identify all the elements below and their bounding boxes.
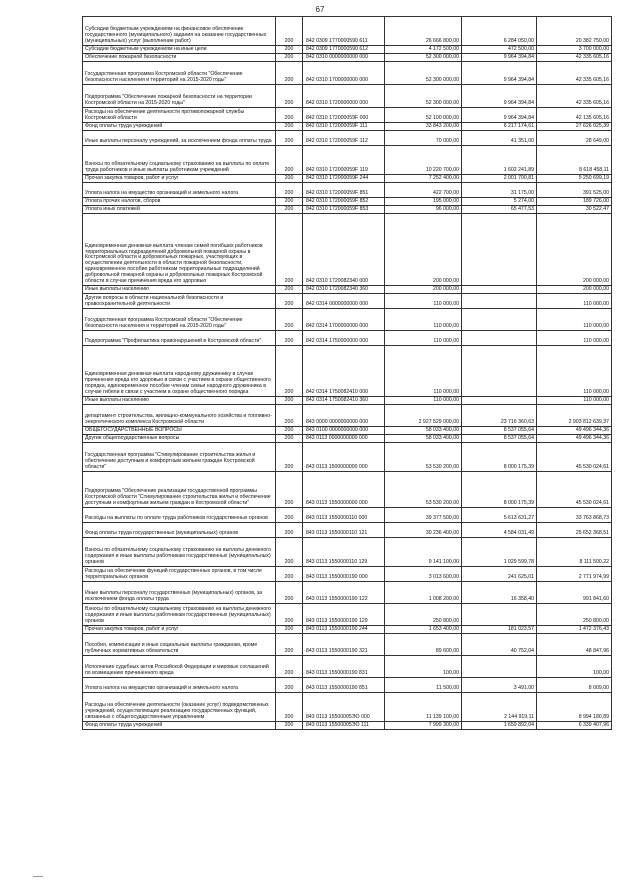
row-remainder-amount: 110 000,00 [537,331,612,346]
row-executed-amount: 8 537 055,64 [462,427,537,435]
row-budget-code: 843 0113 1550000190 851 [303,678,385,693]
row-executed-amount [462,214,537,286]
row-remainder-amount: 391 525,00 [537,183,612,198]
row-grbs-code: 200 [276,693,303,722]
row-plan-amount: 3 013 600,00 [385,567,462,582]
row-plan-amount: 9 141 100,00 [385,538,462,567]
row-executed-amount: 9 964 394,84 [462,62,537,85]
row-executed-amount: 3 491,00 [462,678,537,693]
table-row [83,85,612,108]
row-budget-code: 843 0113 1500000000 000 [303,443,385,472]
row-plan-amount: 52 300 000,00 [385,62,462,85]
row-grbs-code: 200 [276,472,303,508]
row-plan-amount: 26 666 800,00 [385,17,462,46]
row-budget-code: 843 0113 1550000110 129 [303,538,385,567]
row-grbs-code: 200 [276,331,303,346]
row-remainder-amount: 2 903 812 639,37 [537,405,612,427]
row-budget-code: 843 0113 1550000190 831 [303,656,385,678]
row-name: Уплата налога на имущество организаций и земельного налога [83,678,276,693]
row-executed-amount: 1 029 599,78 [462,538,537,567]
row-budget-code: 843 0113 0000000000 000 [303,435,385,443]
row-remainder-amount: 200 000,00 [537,286,612,294]
page-number: 67 [315,5,325,14]
row-executed-amount: 1 659 892,04 [462,722,537,730]
row-executed-amount: 5 274,00 [462,198,537,206]
table-row [83,678,612,693]
row-grbs-code: 200 [276,722,303,730]
row-name: Прочая закупка товаров, работ и услуг [83,175,276,183]
row-name: Расходы на обеспечение деятельности противопожарной службы Костромской области [83,108,276,123]
row-plan-amount: 200 000,00 [385,286,462,294]
row-budget-code: 842 0310 172000059F 852 [303,198,385,206]
row-executed-amount: 65 477,53 [462,206,537,214]
row-plan-amount: 52 100 000,00 [385,108,462,123]
table-row [83,123,612,131]
row-executed-amount [462,331,537,346]
row-budget-code: 842 0314 1750082410 000 [303,346,385,397]
row-name: Иные выплаты населению [83,397,276,405]
row-name: Прочая закупка товаров, работ и услуг [83,626,276,634]
row-plan-amount: 1 008 200,00 [385,582,462,604]
row-budget-code: 843 0000 0000000000 000 [303,405,385,427]
row-grbs-code: 200 [276,206,303,214]
row-executed-amount [462,294,537,309]
row-executed-amount: 1 602 241,89 [462,146,537,175]
row-remainder-amount: 42 335 605,16 [537,62,612,85]
row-name: Единовременная денежная выплата членам семей погибших работников территориальных подразделений добровольной пожарной охраны в Костромской области и добровольных пожарных, участвующих в осуществлении деятельности в области пожарной безопасности, единовременное пособие работникам территориальных подразделений добровольной пожарной охраны и добровольных пожарных Костромской области в случае причинения вреда его здоровью [83,214,276,286]
row-plan-amount: 100,00 [385,656,462,678]
row-name: Взносы по обязательному социальному страхованию на выплаты по оплате труда работников и иные выплаты работникам учреждений [83,146,276,175]
row-grbs-code: 200 [276,346,303,397]
footer-rule [33,876,43,877]
row-grbs-code: 200 [276,567,303,582]
row-budget-code: 843 0113 1550000000 000 [303,472,385,508]
row-grbs-code: 200 [276,146,303,175]
table-row [83,309,612,331]
row-grbs-code: 200 [276,123,303,131]
row-remainder-amount: 110 000,00 [537,346,612,397]
row-executed-amount: 6 284 050,00 [462,17,537,46]
row-grbs-code: 200 [276,604,303,626]
row-grbs-code: 200 [276,397,303,405]
row-remainder-amount: 8 994 180,89 [537,693,612,722]
row-budget-code: 843 0113 1550000190 321 [303,634,385,656]
row-plan-amount: 52 300 000,00 [385,54,462,62]
row-remainder-amount: 100,00 [537,656,612,678]
row-executed-amount: 9 964 394,84 [462,85,537,108]
row-name: Субсидии бюджетным учреждениям на иные цели [83,46,276,54]
row-remainder-amount: 48 847,96 [537,634,612,656]
row-plan-amount: 110 000,00 [385,309,462,331]
row-name: Подпрограмма "Обеспечение реализации государственной программы Костромской области "Стимулирование строительства жилья и обеспечение доступным и комфортным жильем граждан в Костромской области" [83,472,276,508]
row-name: Фонд оплаты труда государственных (муниципальных) органов [83,523,276,538]
row-budget-code: 842 0310 172000059F 112 [303,131,385,146]
table-row [83,427,612,435]
row-name: ОБЩЕГОСУДАРСТВЕННЫЕ ВОПРОСЫ [83,427,276,435]
row-remainder-amount: 8 009,00 [537,678,612,693]
row-name: Единовременная денежная выплата народному дружиннику в случае причинения вреда его здоровью в связи с участием в охране общественного порядка, единовременное пособие членам семьи народного дружинника в случае гибели в связи с участием в охране общественного порядка [83,346,276,397]
row-budget-code: 842 0310 172000059F 000 [303,108,385,123]
row-plan-amount: 110 000,00 [385,346,462,397]
row-executed-amount [462,309,537,331]
row-plan-amount: 7 999 300,00 [385,722,462,730]
table-row [83,435,612,443]
row-executed-amount: 472 500,00 [462,46,537,54]
row-executed-amount: 241 625,01 [462,567,537,582]
table-row [83,346,612,397]
row-plan-amount: 58 033 400,00 [385,427,462,435]
row-budget-code: 842 0310 1720082340 360 [303,286,385,294]
table-row [83,722,612,730]
row-executed-amount: 5 613 631,27 [462,508,537,523]
table-row [83,131,612,146]
row-budget-code: 843 0113 1550000110 000 [303,508,385,523]
row-name: Уплата налога на имущество организаций и земельного налога [83,183,276,198]
table-row [83,62,612,85]
row-executed-amount [462,286,537,294]
row-grbs-code: 200 [276,198,303,206]
row-grbs-code: 200 [276,656,303,678]
row-name: Подпрограмма "Профилактика правонарушений в Костромской области" [83,331,276,346]
row-name: Иные выплаты населению [83,286,276,294]
row-budget-code: 843 0113 1550000190 000 [303,567,385,582]
row-executed-amount: 2 001 700,81 [462,175,537,183]
row-grbs-code: 200 [276,538,303,567]
table-row [83,206,612,214]
row-remainder-amount: 42 335 605,16 [537,54,612,62]
table-row [83,472,612,508]
row-grbs-code: 200 [276,62,303,85]
budget-execution-table [82,16,612,730]
row-grbs-code: 200 [276,108,303,123]
row-grbs-code: 200 [276,131,303,146]
row-name: Уплата прочих налогов, сборов [83,198,276,206]
table-row [83,175,612,183]
row-grbs-code: 200 [276,17,303,46]
row-plan-amount: 195 000,00 [385,198,462,206]
table-row [83,286,612,294]
row-grbs-code: 200 [276,405,303,427]
table-row [83,54,612,62]
row-name: Подпрограмма "Обеспечение пожарной безопасности на территории Костромской области на 2015-2020 годы" [83,85,276,108]
row-name: департамент строительства, жилищно-коммунального хозяйства и топливно-энергетического комплекса Костромской области [83,405,276,427]
row-remainder-amount: 1 472 376,43 [537,626,612,634]
row-budget-code: 843 0113 1550000190 122 [303,582,385,604]
row-budget-code: 842 0314 1750000000 000 [303,331,385,346]
row-grbs-code: 200 [276,214,303,286]
row-remainder-amount: 200 000,00 [537,214,612,286]
row-remainder-amount: 20 382 750,00 [537,17,612,46]
row-executed-amount: 9 964 394,84 [462,54,537,62]
row-plan-amount: 1 653 400,00 [385,626,462,634]
row-plan-amount: 7 252 400,00 [385,175,462,183]
row-remainder-amount: 45 530 024,61 [537,443,612,472]
row-plan-amount: 30 236 400,00 [385,523,462,538]
row-grbs-code: 200 [276,175,303,183]
row-name: Иные выплаты персоналу государственных (муниципальных) органов, за исключением фонда оплаты труда [83,582,276,604]
table-row [83,538,612,567]
row-budget-code: 843 0100 0000000000 000 [303,427,385,435]
table-body [83,17,612,730]
row-executed-amount [462,397,537,405]
row-name: Другие вопросы в области национальной безопасности и правоохранительной деятельности [83,294,276,309]
row-name: Государственная программа "Стимулирование строительства жилья и обеспечение доступным и комфортным жильем граждан Костромской области" [83,443,276,472]
row-remainder-amount: 8 111 500,22 [537,538,612,567]
row-budget-code: 842 0309 1770000590 611 [303,17,385,46]
row-budget-code: 842 0314 1700000000 000 [303,309,385,331]
row-executed-amount: 31 175,00 [462,183,537,198]
row-name: Взносы по обязательному социальному страхованию на выплаты денежного содержания и иные выплаты работникам государственных (муниципальных) органов [83,538,276,567]
row-budget-code: 842 0310 1700000000 000 [303,62,385,85]
row-executed-amount: 181 023,57 [462,626,537,634]
row-remainder-amount: 42 135 605,16 [537,108,612,123]
row-budget-code: 842 0310 172000059F 119 [303,146,385,175]
row-grbs-code: 200 [276,294,303,309]
row-name: Субсидии бюджетным учреждениям на финансовое обеспечение государственного (муниципального) задания на оказание государственных (муниципальных) услуг (выполнение работ) [83,17,276,46]
row-name: Фонд оплаты труда учреждений [83,123,276,131]
row-plan-amount: 33 843 200,00 [385,123,462,131]
row-name: Фонд оплаты труда учреждений [83,722,276,730]
row-executed-amount: 41 351,00 [462,131,537,146]
table-row [83,108,612,123]
table-row [83,198,612,206]
table-row [83,214,612,286]
row-remainder-amount: 110 000,00 [537,294,612,309]
row-grbs-code: 200 [276,309,303,331]
row-plan-amount: 58 033 400,00 [385,435,462,443]
row-budget-code: 843 0113 1550000110 121 [303,523,385,538]
row-executed-amount: 4 584 031,49 [462,523,537,538]
row-name: Расходы на обеспечение деятельности (оказание услуг) подведомственных учреждений, осуществляющих реализацию государственных функций, связанных с общегосударственным управлением [83,693,276,722]
row-name: Расходы на выплаты по оплате труда работников государственных органов [83,508,276,523]
table-row [83,17,612,46]
row-grbs-code: 200 [276,443,303,472]
row-plan-amount: 200 000,00 [385,214,462,286]
row-name: Уплата иных платежей [83,206,276,214]
table-row [83,634,612,656]
table-row [83,331,612,346]
table-row [83,46,612,54]
row-budget-code: 842 0310 172000059F 111 [303,123,385,131]
row-plan-amount: 110 000,00 [385,331,462,346]
row-executed-amount [462,346,537,397]
row-grbs-code: 200 [276,582,303,604]
row-plan-amount: 96 000,00 [385,206,462,214]
row-executed-amount: 23 716 360,63 [462,405,537,427]
row-plan-amount: 11 139 100,00 [385,693,462,722]
row-grbs-code: 200 [276,626,303,634]
table-row [83,508,612,523]
row-plan-amount: 4 172 500,00 [385,46,462,54]
row-grbs-code: 200 [276,435,303,443]
row-grbs-code: 200 [276,427,303,435]
table-row [83,567,612,582]
row-remainder-amount: 110 000,00 [537,309,612,331]
row-budget-code: 842 0310 172000059F 853 [303,206,385,214]
row-budget-code: 842 0310 1720082340 000 [303,214,385,286]
table-row [83,397,612,405]
row-remainder-amount: 27 626 025,39 [537,123,612,131]
table-row [83,405,612,427]
row-name: Иные выплаты персоналу учреждений, за исключением фонда оплаты труда [83,131,276,146]
row-executed-amount: 8 537 055,64 [462,435,537,443]
table-row [83,656,612,678]
row-plan-amount: 10 220 700,00 [385,146,462,175]
row-grbs-code: 200 [276,183,303,198]
row-name: Расходы на обеспечение функций государственных органов, в том числе территориальных органов [83,567,276,582]
row-plan-amount: 53 530 200,00 [385,443,462,472]
row-remainder-amount: 49 496 344,36 [537,427,612,435]
row-executed-amount [462,656,537,678]
row-plan-amount: 39 377 500,00 [385,508,462,523]
row-name: Государственная программа Костромской области "Обеспечение безопасности населения и территорий на 2015-2020 годы" [83,62,276,85]
row-remainder-amount: 110 000,00 [537,397,612,405]
row-remainder-amount: 42 335 605,16 [537,85,612,108]
row-executed-amount: 9 964 394,84 [462,108,537,123]
row-plan-amount: 53 530 200,00 [385,472,462,508]
row-grbs-code: 200 [276,678,303,693]
row-remainder-amount: 250 800,00 [537,604,612,626]
row-remainder-amount: 49 496 344,36 [537,435,612,443]
row-grbs-code: 200 [276,286,303,294]
row-remainder-amount: 2 771 974,99 [537,567,612,582]
row-plan-amount: 422 700,00 [385,183,462,198]
table-row [83,626,612,634]
row-name: Пособия, компенсации и иные социальные выплаты гражданам, кроме публичных нормативных обязательств [83,634,276,656]
row-grbs-code: 200 [276,634,303,656]
table-row [83,294,612,309]
row-budget-code: 842 0310 172000059F 851 [303,183,385,198]
row-grbs-code: 200 [276,523,303,538]
table-row [83,604,612,626]
row-budget-code: 842 0309 1770000590 612 [303,46,385,54]
row-plan-amount: 2 927 529 000,00 [385,405,462,427]
row-grbs-code: 200 [276,85,303,108]
row-budget-code: 843 0113 15500005ЭО 000 [303,693,385,722]
row-executed-amount [462,604,537,626]
row-plan-amount: 11 500,00 [385,678,462,693]
row-remainder-amount: 3 700 000,00 [537,46,612,54]
row-plan-amount: 250 800,00 [385,604,462,626]
table-row [83,146,612,175]
row-remainder-amount: 25 652 368,51 [537,523,612,538]
row-name: Обеспечение пожарной безопасности [83,54,276,62]
row-name: Исполнение судебных актов Российской Федерации и мировых соглашений по возмещению причиненного вреда [83,656,276,678]
row-remainder-amount: 33 763 868,73 [537,508,612,523]
row-name: Другие общегосударственные вопросы [83,435,276,443]
row-grbs-code: 200 [276,508,303,523]
row-budget-code: 842 0310 172000059F 244 [303,175,385,183]
row-remainder-amount: 6 339 407,96 [537,722,612,730]
row-remainder-amount: 991 841,60 [537,582,612,604]
row-budget-code: 842 0314 0000000000 000 [303,294,385,309]
row-plan-amount: 110 000,00 [385,397,462,405]
row-plan-amount: 70 000,00 [385,131,462,146]
row-executed-amount: 40 752,04 [462,634,537,656]
table-row [83,693,612,722]
row-budget-code: 843 0113 1550000190 129 [303,604,385,626]
row-budget-code: 843 0113 1550000190 244 [303,626,385,634]
row-name: Взносы по обязательному социальному страхованию на выплаты денежного содержания и иные выплаты работникам государственных (муниципальных) органов [83,604,276,626]
row-plan-amount: 89 600,00 [385,634,462,656]
row-budget-code: 843 0113 15500005ЭО 111 [303,722,385,730]
row-remainder-amount: 189 726,00 [537,198,612,206]
row-remainder-amount: 8 618 458,11 [537,146,612,175]
row-remainder-amount: 28 649,00 [537,131,612,146]
row-grbs-code: 200 [276,54,303,62]
row-executed-amount: 2 144 919,11 [462,693,537,722]
row-remainder-amount: 30 522,47 [537,206,612,214]
row-executed-amount: 8 000 175,39 [462,472,537,508]
row-executed-amount: 16 358,40 [462,582,537,604]
row-budget-code: 842 0310 1720000000 000 [303,85,385,108]
table-row [83,183,612,198]
row-grbs-code: 200 [276,46,303,54]
table-row [83,443,612,472]
row-name: Государственная программа Костромской области "Обеспечение безопасности населения и территорий на 2015-2020 годы" [83,309,276,331]
row-executed-amount: 8 000 175,39 [462,443,537,472]
row-budget-code: 842 0310 0000000000 000 [303,54,385,62]
row-budget-code: 842 0314 1750082410 360 [303,397,385,405]
row-plan-amount: 52 300 000,00 [385,85,462,108]
row-remainder-amount: 5 250 699,19 [537,175,612,183]
row-remainder-amount: 45 530 024,61 [537,472,612,508]
row-plan-amount: 110 000,00 [385,294,462,309]
table-row [83,582,612,604]
row-executed-amount: 6 217 174,61 [462,123,537,131]
table-row [83,523,612,538]
